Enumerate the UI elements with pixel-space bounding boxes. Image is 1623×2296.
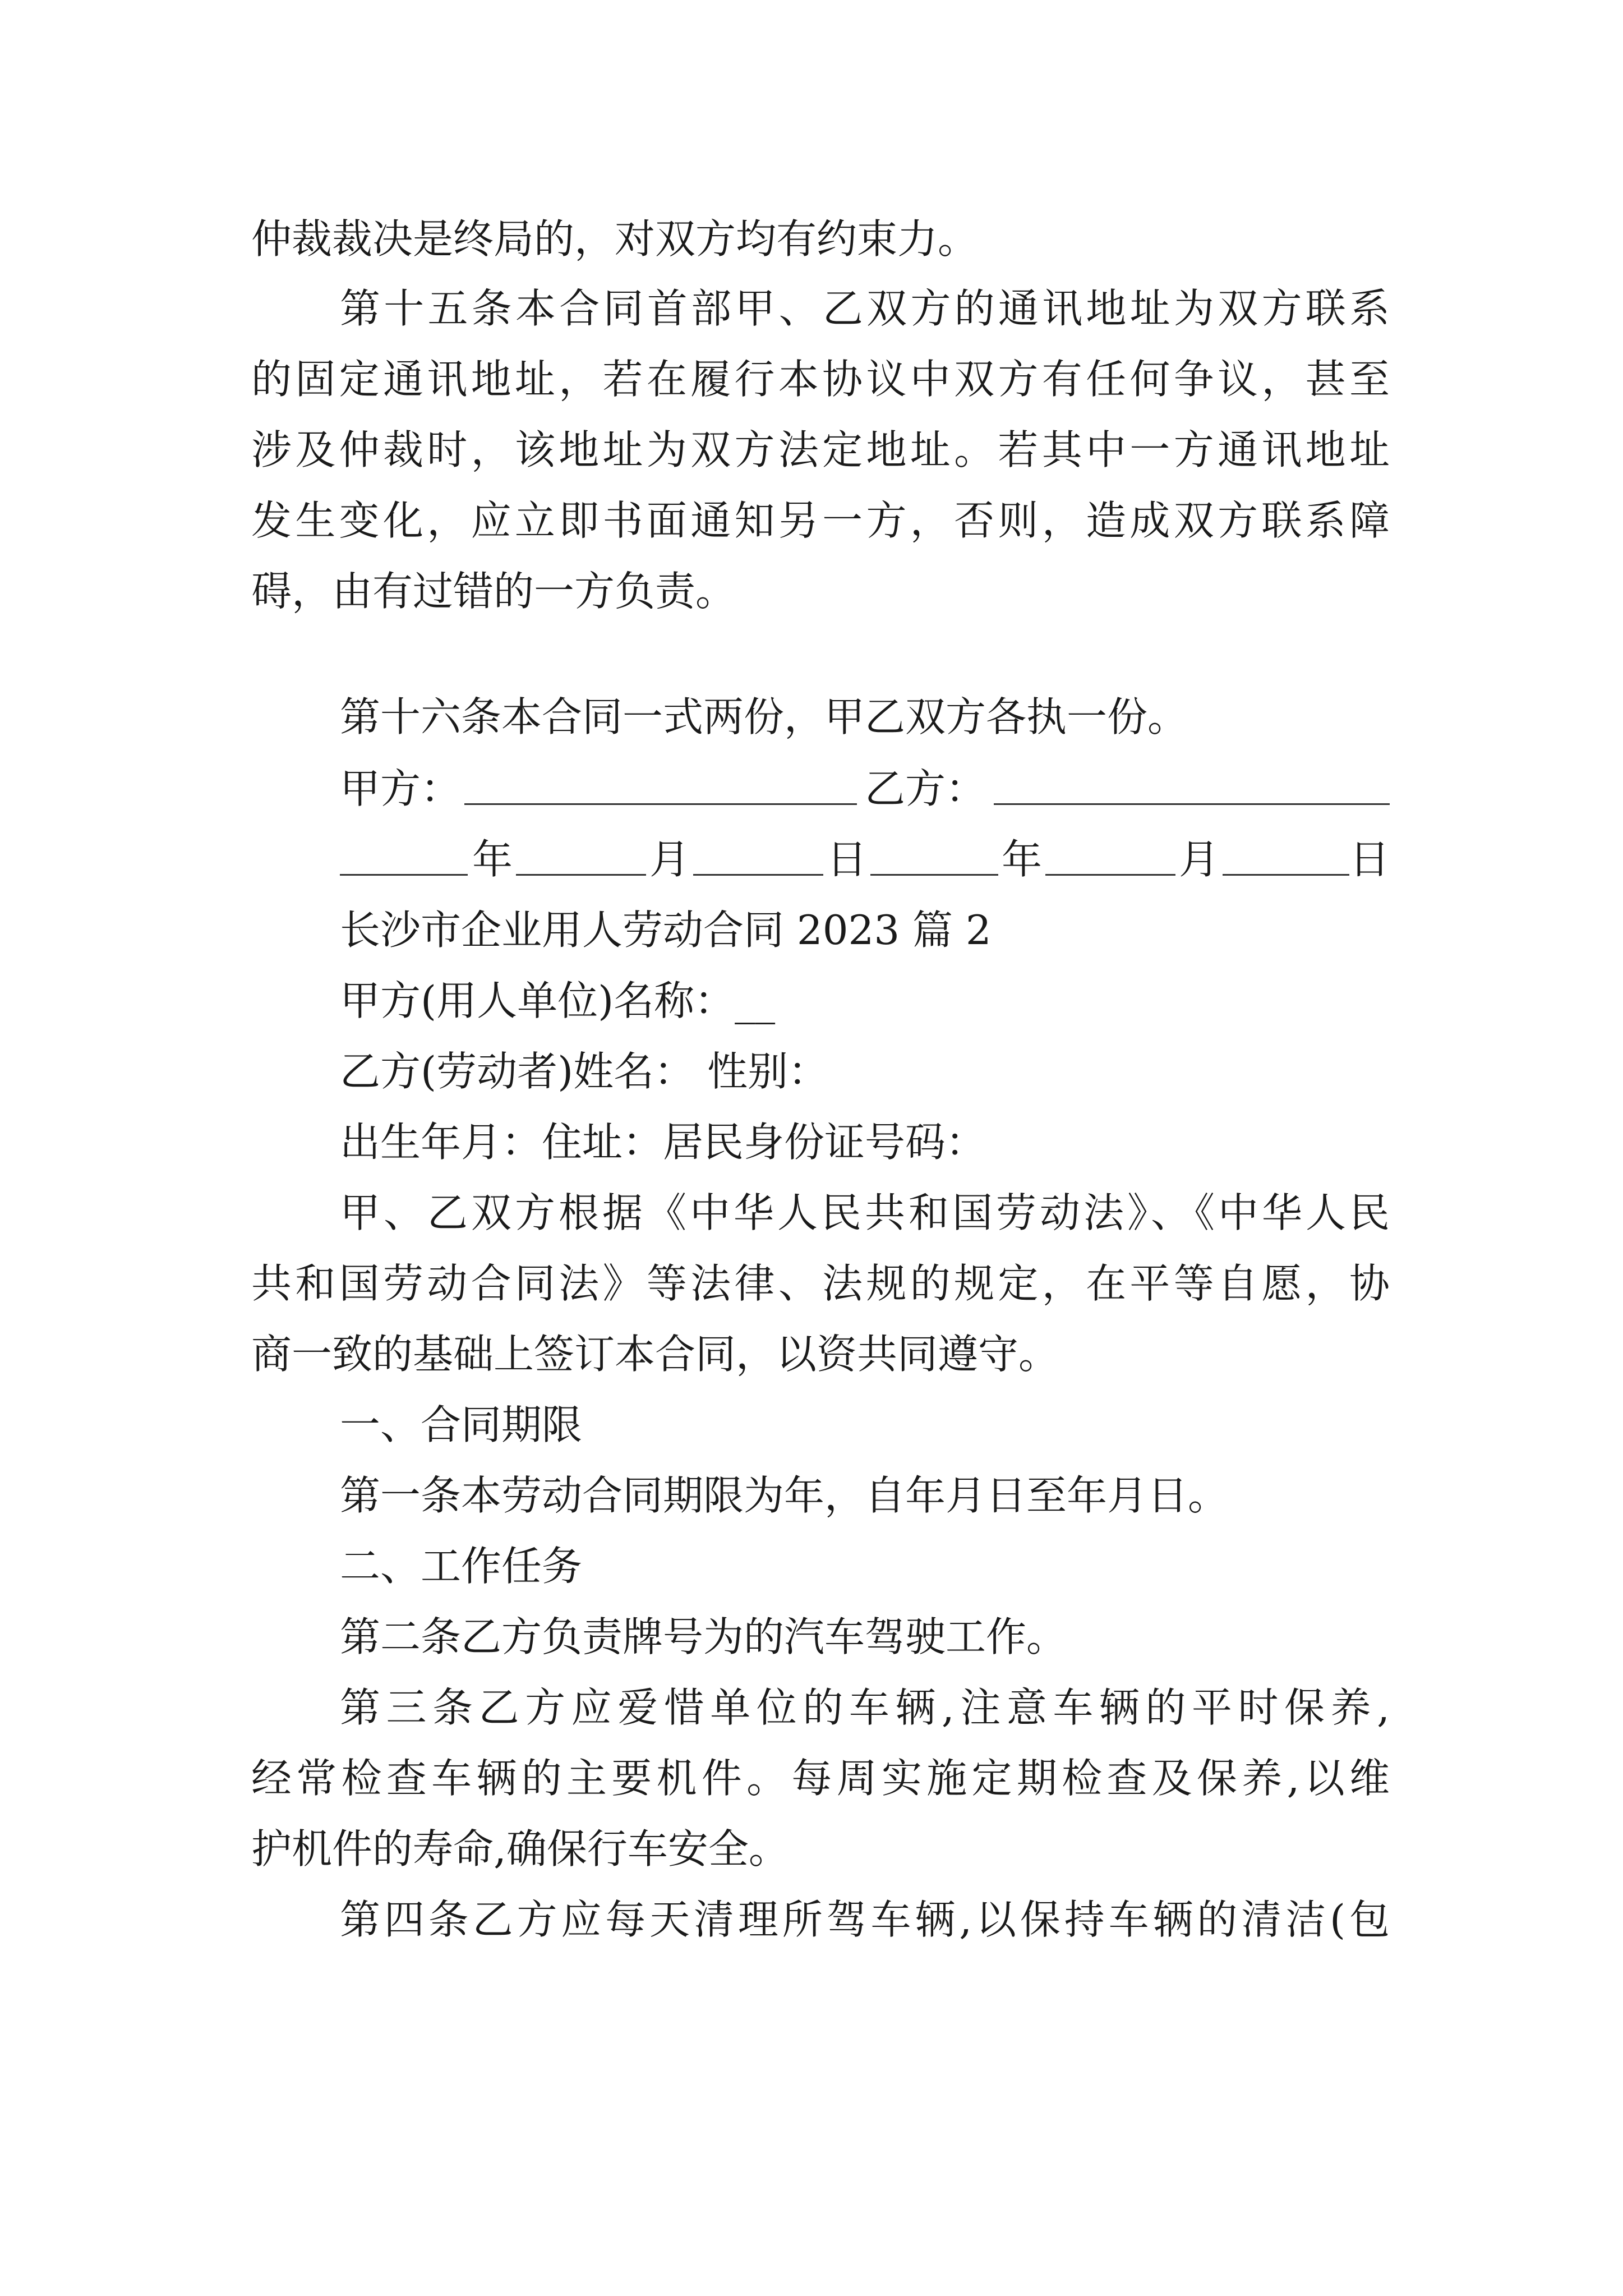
paragraph-line: 商一致的基础上签订本合同，以资共同遵守。 xyxy=(251,1331,1059,1378)
date-blank xyxy=(340,874,468,876)
section-heading: 二、工作任务 xyxy=(340,1543,583,1590)
birth-address-line: 出生年月：住址：居民身份证号码： xyxy=(340,1119,986,1166)
paragraph-line: 第十六条本合同一式两份，甲乙双方各执一份。 xyxy=(340,693,1188,740)
section-title: 长沙市企业用人劳动合同 2023 篇 2 xyxy=(340,907,992,954)
paragraph-line: 第二条乙方负责牌号为的汽车驾驶工作。 xyxy=(340,1613,1067,1660)
day-label: 日 xyxy=(1349,836,1390,883)
month-label: 月 xyxy=(1179,836,1220,883)
paragraph-line: 护机件的寿命,确保行车安全。 xyxy=(251,1825,789,1872)
section-heading: 一、合同期限 xyxy=(340,1401,583,1448)
employer-line: 甲方(用人单位)名称：__ xyxy=(340,977,776,1024)
date-blank xyxy=(516,874,646,876)
paragraph-line: 涉及仲裁时，该地址为双方法定地址。若其中一方通讯地址 xyxy=(251,426,1390,473)
paragraph-line: 第三条乙方应爱惜单位的车辆,注意车辆的平时保养, xyxy=(340,1684,1390,1731)
paragraph-line: 第四条乙方应每天清理所驾车辆,以保持车辆的清洁(包 xyxy=(340,1896,1390,1943)
paragraph-line: 共和国劳动合同法》等法律、法规的规定，在平等自愿，协 xyxy=(251,1260,1390,1307)
party-a-signature-line xyxy=(464,803,857,805)
party-b-signature-line xyxy=(994,803,1390,805)
paragraph-line: 发生变化，应立即书面通知另一方，否则，造成双方联系障 xyxy=(251,497,1390,544)
date-blank xyxy=(1045,874,1175,876)
paragraph-line: 经常检查车辆的主要机件。每周实施定期检查及保养,以维 xyxy=(251,1755,1390,1802)
party-a-label: 甲方： xyxy=(340,765,462,812)
year-label: 年 xyxy=(1002,836,1043,883)
year-label: 年 xyxy=(472,836,513,883)
paragraph-line: 的固定通讯地址，若在履行本协议中双方有任何争议，甚至 xyxy=(251,356,1390,403)
paragraph-line: 第十五条本合同首部甲、乙双方的通讯地址为双方联系 xyxy=(340,285,1390,332)
employee-line: 乙方(劳动者)姓名： 性别： xyxy=(340,1048,829,1095)
paragraph-line: 仲裁裁决是终局的，对双方均有约束力。 xyxy=(251,215,979,263)
date-blank xyxy=(1223,874,1349,876)
paragraph-line: 第一条本劳动合同期限为年，自年月日至年月日。 xyxy=(340,1472,1229,1519)
date-blank xyxy=(870,874,998,876)
month-label: 月 xyxy=(649,836,690,883)
date-blank xyxy=(693,874,823,876)
party-b-label: 乙方： xyxy=(865,765,986,812)
paragraph-line: 甲、乙双方根据《中华人民共和国劳动法》、《中华人民 xyxy=(340,1189,1390,1236)
date-row xyxy=(340,837,1390,882)
signature-row xyxy=(340,766,1390,811)
day-label: 日 xyxy=(827,836,868,883)
paragraph-line: 碍，由有过错的一方负责。 xyxy=(251,568,736,615)
